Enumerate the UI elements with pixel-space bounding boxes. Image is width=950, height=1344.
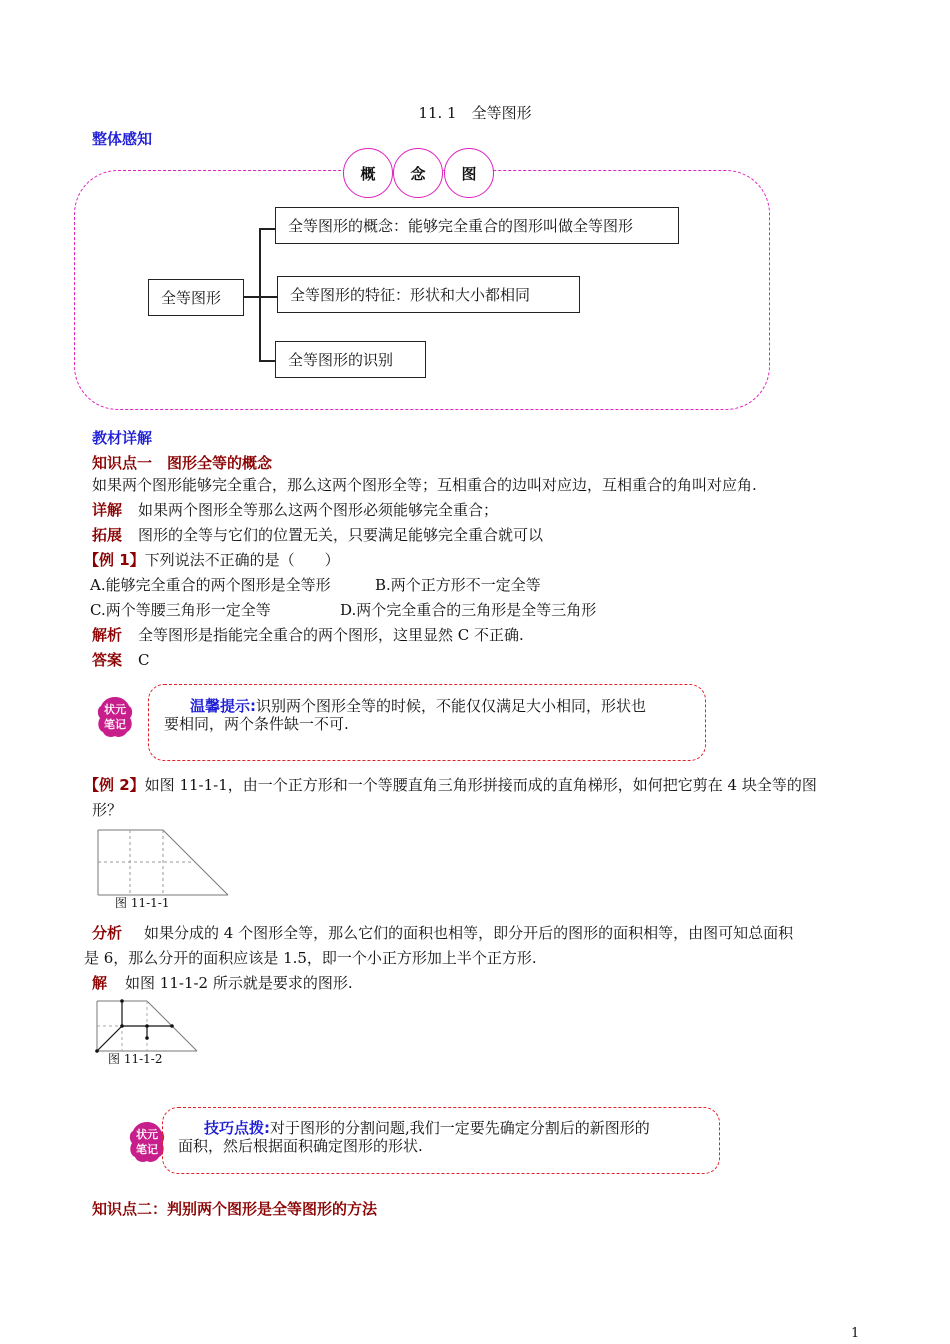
expand-text: 图形的全等与它们的位置无关，只要满足能够完全重合就可以 — [138, 526, 544, 544]
example2-line1: 如图 11-1-1，由一个正方形和一个等腰直角三角形拼接而成的直角梯形，如何把它剪在 4 块全等的图 — [144, 776, 817, 794]
concept-circle-1: 概 — [343, 148, 393, 198]
badge-icon — [96, 695, 134, 739]
example1-option-b: B.两个正方形不一定全等 — [375, 576, 541, 594]
example2-line2: 形？ — [92, 801, 123, 819]
tip-2-title: 技巧点拨: — [204, 1119, 270, 1137]
connector-branch-3 — [259, 360, 275, 362]
connector-branch-1 — [259, 228, 275, 230]
tip-1-title: 温馨提示: — [190, 697, 256, 715]
example1-label: 【例 1】 — [84, 551, 145, 569]
connector-root — [244, 296, 260, 298]
expand-label: 拓展 — [92, 526, 123, 544]
example2-solution-label: 解 — [92, 974, 108, 992]
example1-option-c: C.两个等腰三角形一定全等 — [90, 601, 271, 619]
example2-label: 【例 2】 — [84, 776, 145, 794]
badge-text-line1: 状元 — [136, 1128, 158, 1141]
knowledge-point-1-title: 知识点一 图形全等的概念 — [92, 454, 273, 472]
figure-11-1-1-caption: 图 11-1-1 — [115, 896, 170, 910]
figure-11-1-1 — [96, 828, 231, 898]
figure-11-1-2-caption: 图 11-1-2 — [108, 1052, 163, 1066]
example2-analysis-label: 分析 — [92, 924, 123, 942]
example1-option-a: A.能够完全重合的两个图形是全等形 — [90, 576, 331, 594]
tip-2-content — [178, 1119, 650, 1155]
tip-2-line2: 面积，然后根据面积确定图形的形状. — [178, 1137, 423, 1155]
analysis-text: 全等图形是指能完全重合的两个图形，这里显然 C 不正确. — [138, 626, 524, 644]
badge-text-line1: 状元 — [104, 703, 126, 716]
example2-solution-text: 如图 11-1-2 所示就是要求的图形. — [125, 974, 353, 992]
detail-label: 详解 — [92, 501, 123, 519]
example2-analysis-row — [92, 921, 793, 946]
figure-11-1-2 — [94, 998, 200, 1056]
badge-text-line2: 笔记 — [104, 718, 126, 731]
answer-text: C — [138, 651, 150, 669]
tip-2-line1: 对于图形的分割问题,我们一定要先确定分割后的新图形的 — [270, 1119, 650, 1137]
concept-branch-definition: 全等图形的概念：能够完全重合的图形叫做全等图形 — [275, 207, 679, 244]
detail-row — [92, 498, 498, 523]
badge-icon — [128, 1120, 166, 1164]
page-title: 11. 1 全等图形 — [418, 104, 532, 122]
expand-row — [92, 523, 543, 548]
badge-text-line2: 笔记 — [136, 1143, 158, 1156]
concept-root-box: 全等图形 — [148, 279, 244, 316]
concept-branch-identify: 全等图形的识别 — [275, 341, 426, 378]
example1-row — [84, 548, 340, 573]
connector-vertical — [259, 228, 261, 361]
definition-text: 如果两个图形能够完全重合，那么这两个图形全等；互相重合的边叫对应边，互相重合的角叫对应角. — [92, 476, 757, 494]
concept-circle-2: 念 — [393, 148, 443, 198]
example2-solution-row — [92, 971, 353, 996]
concept-branch-feature: 全等图形的特征：形状和大小都相同 — [277, 276, 580, 313]
example2-analysis-line1: 如果分成的 4 个图形全等，那么它们的面积也相等，即分开后的图形的面积相等，由图可知总面积 — [144, 924, 794, 942]
tip-1-line1: 识别两个图形全等的时候，不能仅仅满足大小相同，形状也 — [256, 697, 647, 715]
analysis-label: 解析 — [92, 626, 123, 644]
example2-line1-row — [84, 773, 817, 798]
textbook-heading: 教材详解 — [92, 429, 153, 447]
analysis-row — [92, 623, 524, 648]
detail-text: 如果两个图形全等那么这两个图形必须能够完全重合； — [138, 501, 499, 519]
answer-row — [92, 648, 150, 673]
page-number: 1 — [851, 1326, 860, 1341]
example1-option-d: D.两个完全重合的三角形是全等三角形 — [340, 601, 597, 619]
tip-1-line2: 要相同，两个条件缺一不可. — [164, 715, 349, 733]
example1-question: 下列说法不正确的是（ ） — [144, 551, 340, 569]
example2-analysis-line2: 是 6，那么分开的面积应该是 1.5，即一个小正方形加上半个正方形. — [84, 949, 537, 967]
answer-label: 答案 — [92, 651, 123, 669]
concept-circle-3: 图 — [444, 148, 494, 198]
overview-heading: 整体感知 — [92, 130, 153, 148]
tip-1-content — [164, 697, 646, 733]
connector-branch-2 — [259, 296, 277, 298]
knowledge-point-2-title: 知识点二：判别两个图形是全等图形的方法 — [92, 1200, 378, 1218]
